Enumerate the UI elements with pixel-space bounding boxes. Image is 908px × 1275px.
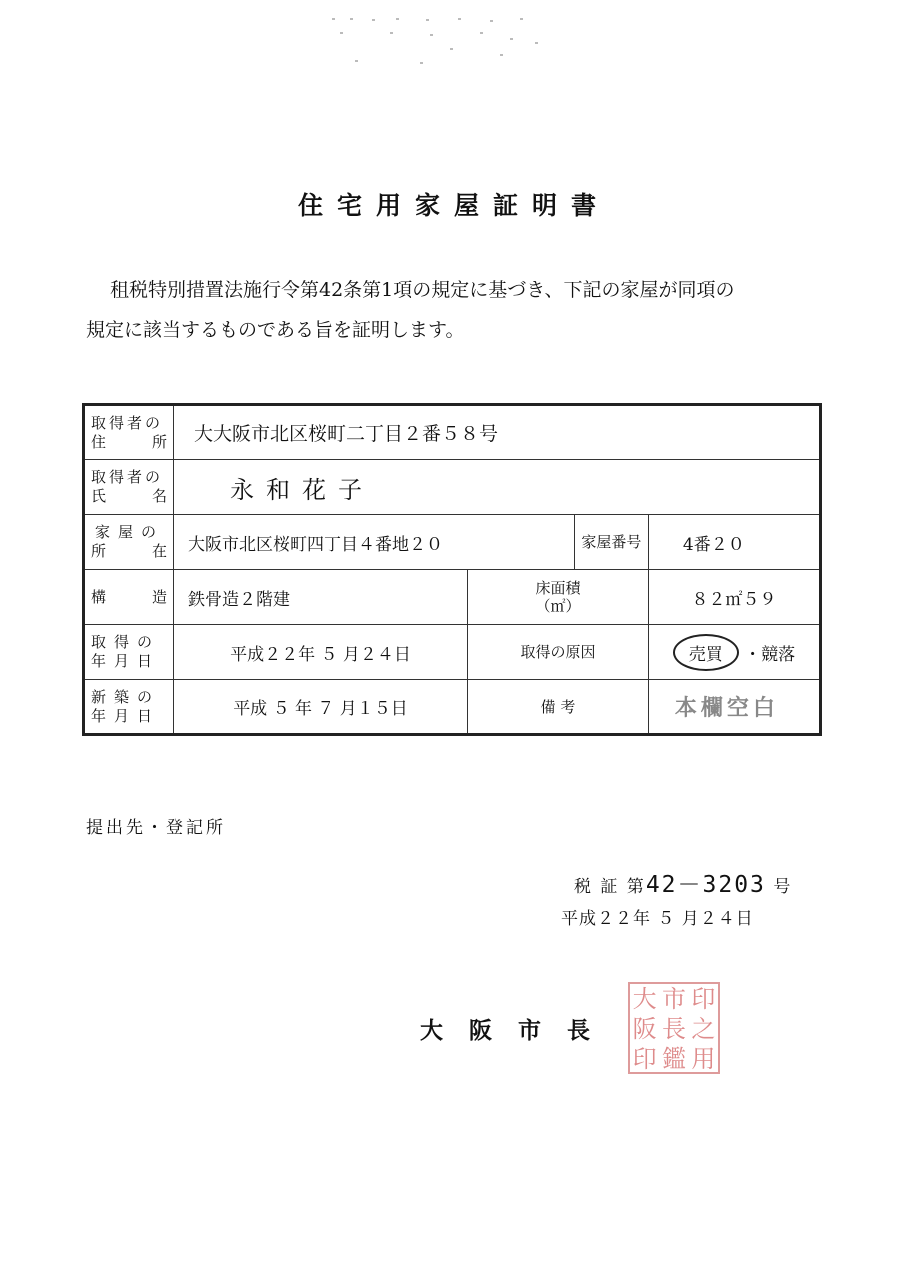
row-built-date bbox=[84, 680, 821, 735]
structure: 鉄骨造２階建 bbox=[174, 570, 468, 625]
label-built-date: 新築の 年月日 bbox=[84, 680, 174, 735]
row-house-location bbox=[84, 515, 821, 570]
remarks-stamp: 本欄空白 bbox=[648, 680, 820, 735]
floor-area: ８２㎡５９ bbox=[648, 570, 820, 625]
label-acquisition-date: 取得の 年月日 bbox=[84, 625, 174, 680]
certificate-date: 平成２２年 ５ 月２４日 bbox=[561, 909, 754, 929]
reason-other: 競落 bbox=[761, 644, 796, 665]
scan-noise bbox=[330, 14, 560, 74]
row-acquirer-name bbox=[84, 460, 821, 515]
certificate-number-value: 42－3203 bbox=[645, 872, 766, 898]
certificate-table bbox=[82, 403, 822, 736]
label-acquisition-reason: 取得の原因 bbox=[468, 625, 649, 680]
label-remarks: 備 考 bbox=[468, 680, 649, 735]
acquisition-date: 平成２２年 ５ 月２４日 bbox=[174, 625, 468, 680]
label-floor-area: 床面積 （㎡） bbox=[468, 570, 649, 625]
label-acquirer-address: 取得者の 住 所 bbox=[84, 405, 174, 460]
built-date: 平成 ５ 年 ７ 月１５日 bbox=[174, 680, 468, 735]
official-seal-icon: 大 市 印 阪 長 之 印 鑑 用 bbox=[628, 982, 720, 1074]
submit-to: 提出先・登記所 bbox=[86, 818, 226, 838]
document-title: 住宅用家屋証明書 bbox=[297, 191, 610, 220]
label-acquirer-name: 取得者の 氏 名 bbox=[84, 460, 174, 515]
acquirer-address: 大大阪市北区桜町二丁目２番５８号 bbox=[174, 405, 821, 460]
reason-selected-circle: 売買 bbox=[673, 634, 739, 671]
acquisition-reason: 売買 ・競落 bbox=[648, 625, 820, 680]
certificate-number: 税 証 第42－3203 号 bbox=[574, 872, 793, 898]
label-house-number: 家屋番号 bbox=[574, 515, 648, 570]
row-structure bbox=[84, 570, 821, 625]
row-acquirer-address bbox=[84, 405, 821, 460]
house-number: 4番２０ bbox=[648, 515, 820, 570]
intro-line-2: 規定に該当するものである旨を証明します。 bbox=[86, 319, 465, 341]
label-structure: 構 造 bbox=[84, 570, 174, 625]
intro-text bbox=[86, 270, 826, 350]
issuer-name: 大阪市長 bbox=[420, 1018, 616, 1044]
intro-line-1: 租税特別措置法施行令第42条第1項の規定に基づき、下記の家屋が同項の bbox=[110, 279, 735, 301]
label-house-location: 家屋の 所 在 bbox=[84, 515, 174, 570]
row-acquisition-date bbox=[84, 625, 821, 680]
acquirer-name: 永和花子 bbox=[174, 460, 821, 515]
house-location: 大阪市北区桜町四丁目４番地２０ bbox=[174, 515, 575, 570]
